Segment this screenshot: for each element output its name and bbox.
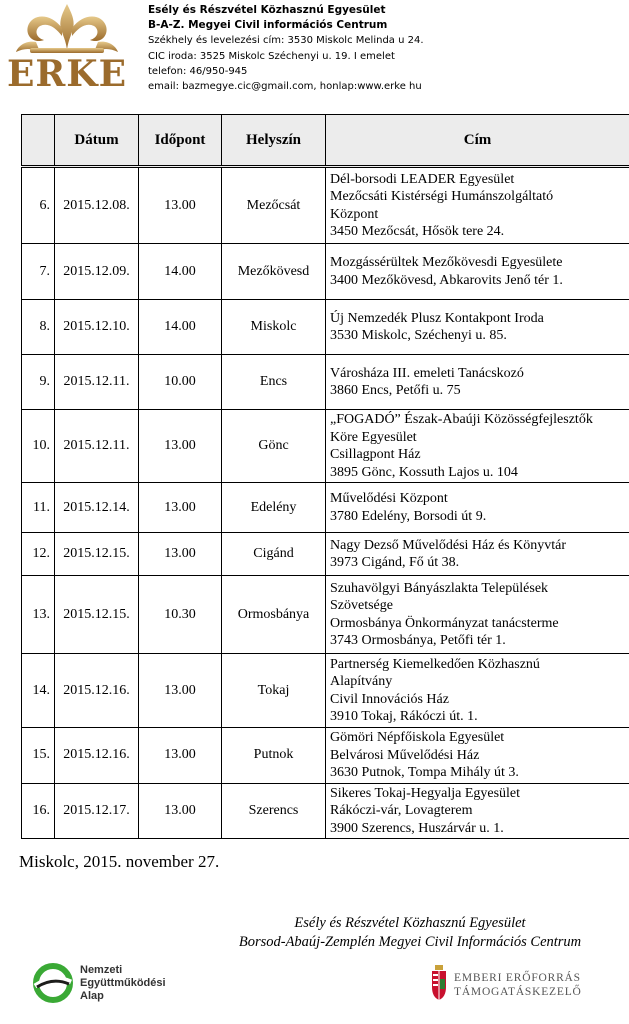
address-line: 3450 Mezőcsát, Hősök tere 24.	[330, 224, 505, 239]
eet-wordmark	[454, 971, 582, 999]
eet-line-2: TÁMOGATÁSKEZELŐ	[454, 986, 582, 998]
center-name: B-A-Z. Megyei Civil információs Centrum	[148, 19, 388, 32]
office-address: CIC iroda: 3525 Miskolc Széchenyi u. 19. I emelet	[148, 50, 395, 62]
row-number: 12.	[22, 533, 55, 576]
row-address	[326, 576, 629, 654]
table-row	[22, 654, 629, 728]
nea-line-3: Alap	[80, 990, 104, 1002]
address-line: Partnerség Kiemelkedően Közhasznú	[330, 656, 540, 672]
row-time: 13.00	[139, 533, 222, 576]
row-place: Putnok	[222, 728, 326, 784]
row-number: 15.	[22, 728, 55, 784]
column-header-time: Időpont	[139, 115, 222, 167]
row-time: 13.00	[139, 728, 222, 784]
address-line: 3530 Miskolc, Széchenyi u. 85.	[330, 328, 507, 343]
row-date: 2015.12.10.	[55, 300, 139, 355]
address-line: 3860 Encs, Petőfi u. 75	[330, 383, 461, 398]
row-date: 2015.12.16.	[55, 728, 139, 784]
nea-line-1: Nemzeti	[80, 964, 123, 976]
row-date: 2015.12.15.	[55, 533, 139, 576]
row-place: Miskolc	[222, 300, 326, 355]
row-place: Encs	[222, 355, 326, 410]
row-date: 2015.12.11.	[55, 355, 139, 410]
row-date: 2015.12.15.	[55, 576, 139, 654]
nea-wordmark	[80, 964, 166, 1003]
row-number: 8.	[22, 300, 55, 355]
signature-block	[220, 914, 600, 952]
address-line: 3973 Cigánd, Fő út 38.	[330, 555, 460, 570]
address-line: Új Nemzedék Plusz Kontakpont Iroda	[330, 310, 544, 326]
row-time: 10.30	[139, 576, 222, 654]
row-address	[326, 300, 629, 355]
row-address	[326, 355, 629, 410]
row-time: 14.00	[139, 300, 222, 355]
row-address	[326, 728, 629, 784]
row-address	[326, 654, 629, 728]
nea-logo	[31, 960, 191, 1010]
row-number: 16.	[22, 783, 55, 839]
row-address	[326, 244, 629, 300]
row-number: 14.	[22, 654, 55, 728]
row-address	[326, 410, 629, 483]
address-line: Művelődési Központ	[330, 491, 448, 506]
seat-address: Székhely és levelezési cím: 3530 Miskolc Melinda u 24.	[148, 35, 424, 47]
address-line: Dél-borsodi LEADER Egyesület	[330, 171, 515, 187]
eet-line-1: EMBERI ERŐFORRÁS	[454, 972, 581, 984]
row-time: 13.00	[139, 483, 222, 533]
nea-emblem-icon	[31, 960, 75, 1006]
address-line: Rákóczi-vár, Lovagterem	[330, 803, 473, 818]
address-line: 3743 Ormosbánya, Petőfi tér 1.	[330, 633, 506, 648]
table-row	[22, 244, 629, 300]
row-place: Gönc	[222, 410, 326, 483]
letterhead	[148, 3, 618, 94]
row-place: Tokaj	[222, 654, 326, 728]
row-place: Mezőkövesd	[222, 244, 326, 300]
org-name: Esély és Részvétel Közhasznú Egyesület	[148, 4, 386, 16]
row-address	[326, 167, 629, 244]
address-line: Belvárosi Művelődési Ház	[330, 747, 480, 763]
phone: telefon: 46/950-945	[148, 65, 248, 77]
table-row	[22, 533, 629, 576]
row-time: 13.00	[139, 167, 222, 244]
row-number: 11.	[22, 483, 55, 533]
table-row	[22, 783, 629, 839]
row-date: 2015.12.16.	[55, 654, 139, 728]
row-number: 7.	[22, 244, 55, 300]
table-header-row	[22, 115, 629, 167]
address-line: Nagy Dezső Művelődési Ház és Könyvtár	[330, 537, 566, 553]
row-number: 13.	[22, 576, 55, 654]
row-time: 13.00	[139, 654, 222, 728]
table-row	[22, 167, 629, 244]
address-line: Sikeres Tokaj-Hegyalja Egyesület	[330, 785, 521, 801]
row-time: 13.00	[139, 783, 222, 839]
table-row	[22, 576, 629, 654]
logo-wordmark: ERKE	[6, 53, 128, 95]
address-line: Városháza III. emeleti Tanácskozó	[330, 365, 524, 381]
row-date: 2015.12.14.	[55, 483, 139, 533]
eet-logo	[430, 965, 610, 1010]
column-header-place: Helyszín	[222, 115, 326, 167]
row-number: 6.	[22, 167, 55, 244]
contact: email: bazmegye.cic@gmail.com, honlap:www.erke hu	[148, 81, 422, 93]
column-header-number	[22, 115, 55, 167]
signature-line-2: Borsod-Abaúj-Zemplén Megyei Civil Információs Centrum	[238, 934, 582, 950]
row-date: 2015.12.08.	[55, 167, 139, 244]
row-address	[326, 483, 629, 533]
table-row	[22, 300, 629, 355]
row-date: 2015.12.17.	[55, 783, 139, 839]
table-row	[22, 355, 629, 410]
address-line: „FOGADÓ” Észak-Abaúji Közösségfejlesztők	[330, 412, 593, 427]
address-line: Mozgássérültek Mezőkövesdi Egyesülete	[330, 255, 563, 270]
address-line: 3895 Gönc, Kossuth Lajos u. 104	[330, 464, 518, 480]
signature-line-1: Esély és Részvétel Közhasznú Egyesület	[294, 915, 526, 931]
table-row	[22, 728, 629, 784]
table-row	[22, 483, 629, 533]
row-place: Mezőcsát	[222, 167, 326, 244]
schedule-table	[21, 114, 629, 839]
address-line: 3780 Edelény, Borsodi út 9.	[330, 508, 487, 524]
row-address	[326, 533, 629, 576]
row-number: 9.	[22, 355, 55, 410]
address-line: Csillagpont Ház	[330, 447, 421, 462]
address-line: 3400 Mezőkövesd, Abkarovits Jenő tér 1.	[330, 272, 563, 288]
row-time: 10.00	[139, 355, 222, 410]
address-line: Civil Innovációs Ház	[330, 691, 449, 707]
row-place: Ormosbánya	[222, 576, 326, 654]
row-number: 10.	[22, 410, 55, 483]
row-date: 2015.12.11.	[55, 410, 139, 483]
address-line: Szövetsége	[330, 598, 393, 613]
row-time: 13.00	[139, 410, 222, 483]
column-header-date: Dátum	[55, 115, 139, 167]
row-time: 14.00	[139, 244, 222, 300]
row-place: Edelény	[222, 483, 326, 533]
nea-line-2: Együttműködési	[80, 977, 166, 989]
row-date: 2015.12.09.	[55, 244, 139, 300]
row-address	[326, 783, 629, 839]
address-line: 3630 Putnok, Tompa Mihály út 3.	[330, 765, 519, 780]
row-place: Szerencs	[222, 783, 326, 839]
address-line: Köre Egyesület	[330, 429, 417, 445]
erke-logo	[6, 2, 128, 95]
coat-of-arms-icon	[430, 965, 448, 1001]
row-place: Cigánd	[222, 533, 326, 576]
address-line: Mezőcsáti Kistérségi Humánszolgáltató	[330, 189, 554, 204]
address-line: 3900 Szerencs, Huszárvár u. 1.	[330, 820, 504, 836]
address-line: Ormosbánya Önkormányzat tanácsterme	[330, 615, 559, 631]
address-line: 3910 Tokaj, Rákóczi út. 1.	[330, 709, 478, 724]
address-line: Központ	[330, 206, 379, 222]
address-line: Alapítvány	[330, 674, 393, 689]
column-header-address: Cím	[326, 115, 629, 167]
address-line: Gömöri Népfőiskola Egyesület	[330, 730, 505, 745]
place-date: Miskolc, 2015. november 27.	[19, 852, 220, 871]
address-line: Szuhavölgyi Bányászlakta Települések	[330, 580, 549, 596]
table-row	[22, 410, 629, 483]
